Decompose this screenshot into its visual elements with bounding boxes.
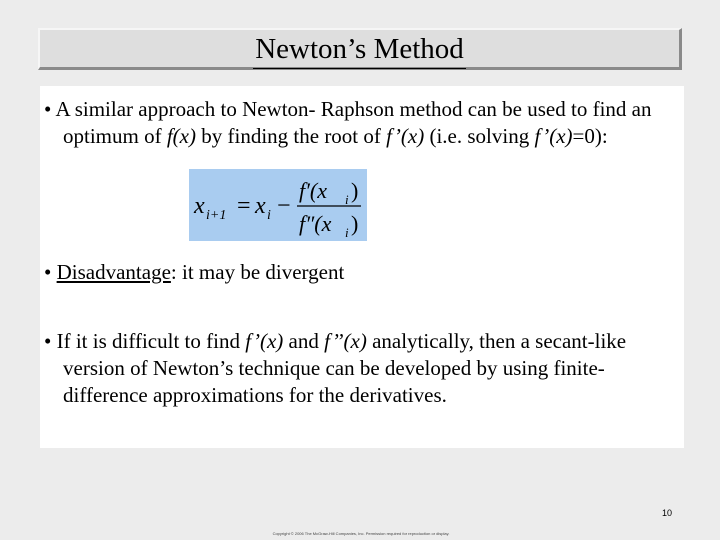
bullet-secant	[44, 328, 680, 409]
bullet1-text-1: • A similar approach to Newton- Raphson method can be used to find an optimum of	[44, 97, 652, 148]
bullet1-text-3: (i.e. solving	[424, 124, 535, 148]
formula-numerator-close: )	[351, 178, 359, 203]
bullet1-text-2: by finding the root of	[196, 124, 387, 148]
formula-equals: =	[237, 193, 251, 219]
bullet2-disadvantage-label: Disadvantage	[56, 260, 171, 284]
formula-lhs-sub: i+1	[206, 208, 227, 223]
bullet1-text-4: =0):	[572, 124, 608, 148]
formula-numerator-sub: i	[345, 192, 349, 207]
formula-xi-sub: i	[267, 208, 271, 223]
slide-content	[40, 86, 684, 448]
formula-denominator-sub: i	[345, 225, 349, 240]
formula-denominator: f″(x	[299, 211, 332, 236]
bullet2-text: : it may be divergent	[170, 260, 345, 284]
bullet3-fprime: f’(x)	[245, 329, 284, 353]
copyright-notice: Copyright © 2006 The McGraw-Hill Companies, Inc. Permission required for reproduction or display.	[272, 531, 450, 536]
formula-denominator-close: )	[351, 211, 359, 236]
formula-numerator: f′(x	[299, 178, 328, 203]
bullet3-text-2: and	[283, 329, 325, 353]
bullet-optimum	[44, 96, 680, 150]
page-number: 10	[662, 508, 673, 518]
bullet1-fprime: f’(x)	[386, 124, 425, 148]
formula-xi: x	[255, 193, 266, 219]
bullet1-fx: f(x)	[166, 124, 196, 148]
slide-title-bar	[38, 28, 682, 70]
bullet3-fdoubleprime: f’’(x)	[324, 329, 367, 353]
bullet3-text-3: analytically, then a secant-like version of Newton’s technique can be developed by using finite-difference approximations for the derivatives.	[63, 329, 627, 407]
bullet3-text-1: • If it is difficult to find	[44, 329, 246, 353]
bullet2-marker: •	[44, 260, 57, 284]
bullet1-fprime-2: f’(x)	[534, 124, 573, 148]
bullet-disadvantage	[44, 259, 680, 286]
newton-formula	[189, 169, 367, 241]
slide-title: Newton’s Method	[253, 30, 466, 69]
formula-minus: −	[277, 193, 291, 219]
formula-lhs: x	[194, 193, 205, 219]
